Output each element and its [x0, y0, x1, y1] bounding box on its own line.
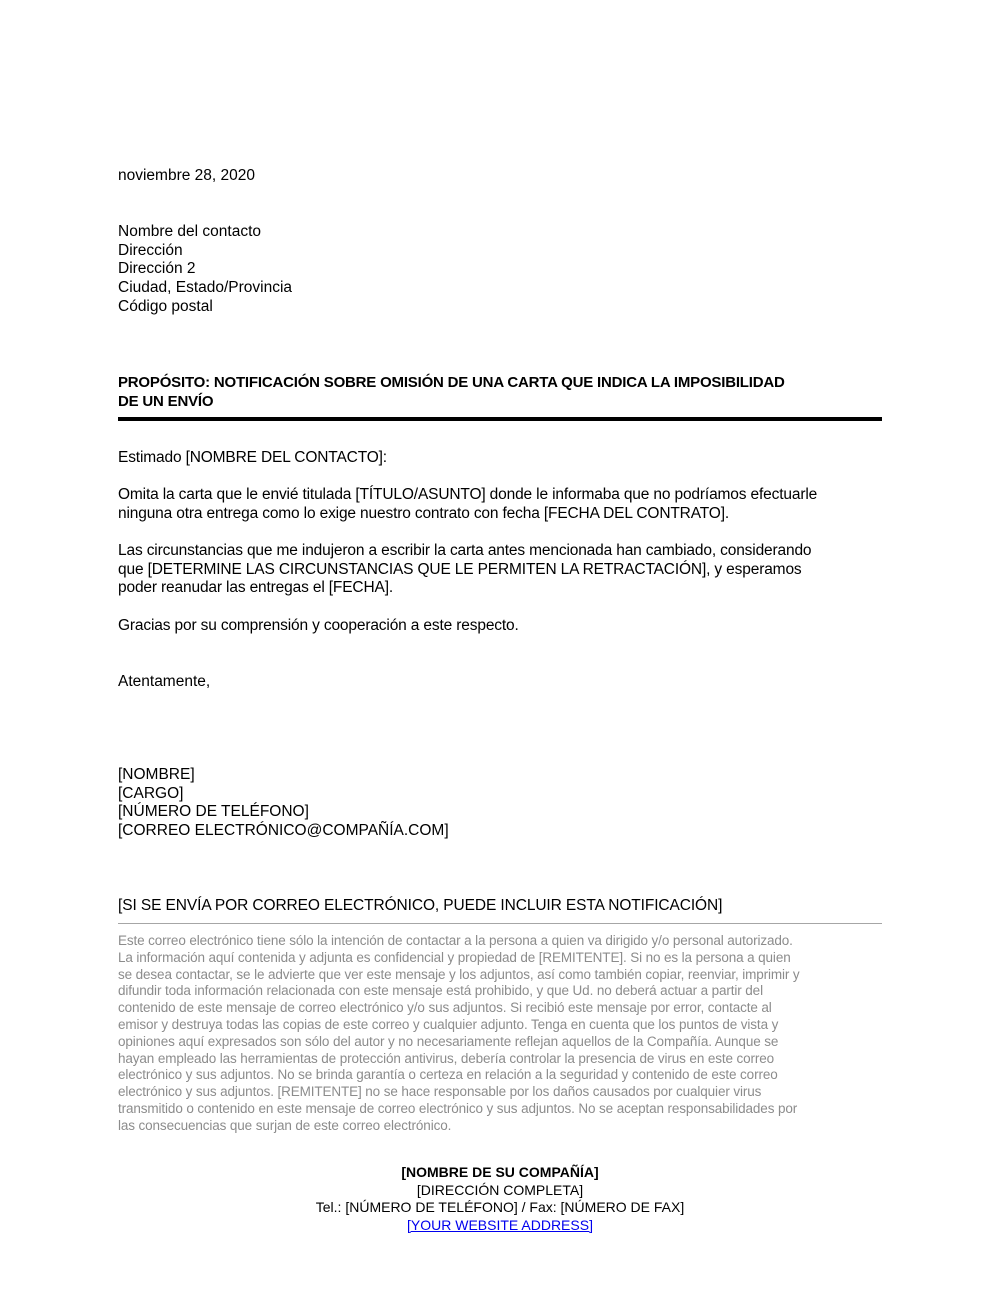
recipient-postal-code: Código postal	[118, 297, 213, 315]
paragraph-line: Las circunstancias que me indujeron a escribir la carta antes mencionada han cambiado, considerando	[118, 542, 812, 559]
disclaimer-line: difundir toda información relacionada con este mensaje está prohibido, y que Ud. no deberá actuar a partir del	[118, 983, 763, 999]
paragraph-line: Omita la carta que le envié titulada [TÍTULO/ASUNTO] donde le informaba que no podríamos efectuarle	[118, 486, 818, 503]
disclaimer-line: contenido de este mensaje de correo electrónico y/o sus adjuntos. Si recibió este mensaje por error, contacte al	[118, 1000, 772, 1016]
signature-phone: [NÚMERO DE TELÉFONO]	[118, 803, 309, 821]
email-disclaimer	[118, 933, 882, 1135]
signature-block	[118, 766, 882, 841]
disclaimer-line: las consecuencias que surjan de este correo electrónico.	[118, 1117, 452, 1133]
subject-line-2: DE UN ENVÍO	[118, 393, 214, 410]
disclaimer-line: electrónico y sus adjuntos. [REMITENTE] no se hace responsable por los daños causados por cualquier virus	[118, 1084, 762, 1100]
recipient-address-line-1: Dirección	[118, 241, 183, 259]
closing: Atentamente,	[118, 673, 211, 690]
salutation: Estimado [NOMBRE DEL CONTACTO]:	[118, 449, 387, 466]
letter-date: noviembre 28, 2020	[118, 167, 256, 184]
disclaimer-line: hayan empleado las herramientas de protección antivirus, debería controlar la presencia de virus en este correo	[118, 1050, 775, 1066]
recipient-address-block	[118, 223, 882, 317]
signature-title: [CARGO]	[118, 784, 184, 802]
footer-address: [DIRECCIÓN COMPLETA]	[416, 1181, 584, 1198]
recipient-address-line-2: Dirección 2	[118, 260, 196, 278]
subject-divider	[118, 417, 882, 421]
body-paragraph-2	[118, 542, 882, 598]
signature-name: [NOMBRE]	[118, 766, 195, 783]
email-notice-heading: [SI SE ENVÍA POR CORREO ELECTRÓNICO, PUEDE INCLUIR ESTA NOTIFICACIÓN]	[118, 897, 723, 914]
body-paragraph-3	[118, 617, 882, 636]
recipient-city-state: Ciudad, Estado/Provincia	[118, 279, 293, 297]
disclaimer-line: opiniones aquí expresados son sólo del autor y no necesariamente reflejan aquellos de la Compañía. Aunque se	[118, 1033, 779, 1049]
company-footer	[0, 1164, 1000, 1234]
disclaimer-line: electrónico y sus adjuntos. No se brinda garantía o certeza en relación a la seguridad y contenido de este correo	[118, 1067, 778, 1083]
footer-website-link[interactable]: [YOUR WEBSITE ADDRESS]	[407, 1216, 593, 1233]
disclaimer-line: emisor y destruya todas las copias de este correo y cualquier adjunto. Tenga en cuenta que los puntos de vista y	[118, 1016, 779, 1032]
signature-email: [CORREO ELECTRÓNICO@COMPAÑÍA.COM]	[118, 822, 449, 840]
letter-subject	[118, 373, 882, 411]
recipient-name: Nombre del contacto	[118, 223, 262, 240]
disclaimer-line: transmitido o contenido en este mensaje de correo electrónico y sus adjuntos. No se aceptan responsabilidades por	[118, 1100, 798, 1116]
footer-contact: Tel.: [NÚMERO DE TELÉFONO] / Fax: [NÚMERO DE FAX]	[315, 1199, 685, 1215]
disclaimer-line: Este correo electrónico tiene sólo la intención de contactar a la persona a quien va dirigido y/o personal autorizado.	[118, 933, 793, 948]
paragraph-line: Gracias por su comprensión y cooperación a este respecto.	[118, 617, 519, 634]
footer-company-name: [NOMBRE DE SU COMPAÑÍA]	[401, 1164, 599, 1180]
body-paragraph-1	[118, 486, 882, 523]
paragraph-line: poder reanudar las entregas el [FECHA].	[118, 579, 394, 597]
disclaimer-line: se desea contactar, se le advierte que ver este mensaje y los adjuntos, así como también copiar, reenviar, imprimir y	[118, 966, 800, 982]
email-notice-divider	[118, 923, 882, 924]
paragraph-line: ninguna otra entrega como lo exige nuestro contrato con fecha [FECHA DEL CONTRATO].	[118, 504, 730, 522]
subject-line-1: PROPÓSITO: NOTIFICACIÓN SOBRE OMISIÓN DE UNA CARTA QUE INDICA LA IMPOSIBILIDAD	[118, 374, 785, 391]
paragraph-line: que [DETERMINE LAS CIRCUNSTANCIAS QUE LE PERMITEN LA RETRACTACIÓN], y esperamos	[118, 560, 802, 578]
disclaimer-line: La información aquí contenida y adjunta es confidencial y propiedad de [REMITENTE]. Si no es la persona a quien	[118, 949, 791, 965]
